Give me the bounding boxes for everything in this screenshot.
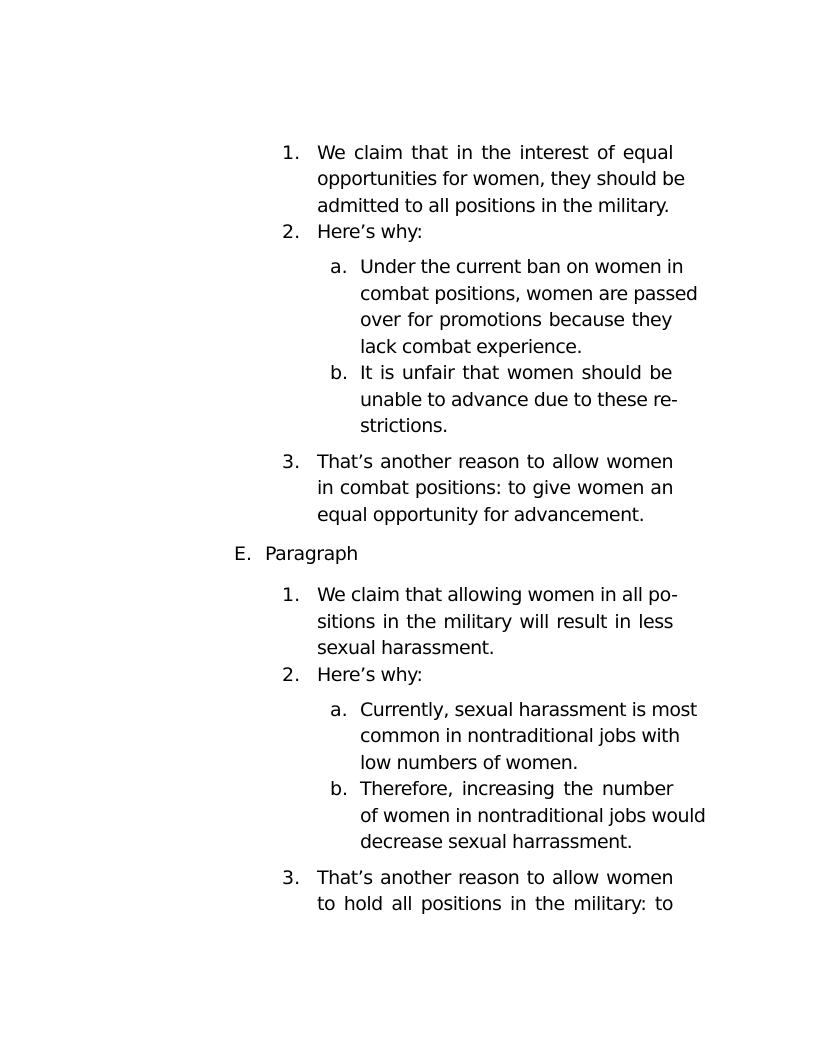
sublist-label: b. [330, 362, 349, 384]
list-label: 3. [282, 867, 301, 889]
sublist-item-line: common in nontraditional jobs with [360, 725, 680, 747]
list-label: 2. [282, 664, 301, 686]
list-label: 1. [282, 584, 301, 606]
section-label: E. [234, 543, 253, 565]
list-label: 2. [282, 221, 301, 243]
sublist-item-line: lack combat experience. [360, 336, 583, 358]
list-item-line: sexual harassment. [317, 637, 495, 659]
list-item-line: We claim that in the interest of equal [317, 142, 673, 164]
sublist-item-line: Therefore, increasing the number [360, 778, 673, 800]
list-item-line: That’s another reason to allow women [317, 867, 673, 889]
sublist-item-line: combat positions, women are passed [360, 283, 698, 305]
list-item-line: in combat positions: to give women an [317, 477, 673, 499]
sublist-item-line: low numbers of women. [360, 752, 578, 774]
list-label: 3. [282, 451, 301, 473]
list-item-line: sitions in the military will result in less [317, 611, 673, 633]
sublist-item-line: Under the current ban on women in [360, 256, 684, 278]
list-item-line: We claim that allowing women in all po- [317, 584, 678, 606]
list-item-line: That’s another reason to allow women [317, 451, 673, 473]
list-item-line: equal opportunity for advancement. [317, 504, 645, 526]
sublist-item-line: strictions. [360, 415, 448, 437]
sublist-label: b. [330, 778, 349, 800]
list-item-line: opportunities for women, they should be [317, 168, 685, 190]
list-label: 1. [282, 142, 301, 164]
sublist-item-line: decrease sexual harrassment. [360, 831, 633, 853]
sublist-item-line: unable to advance due to these re- [360, 389, 678, 411]
list-item-line: Here’s why: [317, 221, 423, 243]
sublist-item-line: It is unfair that women should be [360, 362, 672, 384]
sublist-label: a. [330, 256, 348, 278]
list-item-line: admitted to all positions in the military. [317, 195, 670, 217]
section-title: Paragraph [265, 543, 358, 565]
sublist-label: a. [330, 699, 348, 721]
list-item-line: Here’s why: [317, 664, 423, 686]
sublist-item-line: over for promotions because they [360, 309, 672, 331]
sublist-item-line: Currently, sexual harassment is most [360, 699, 697, 721]
list-item-line: to hold all positions in the military: to [317, 893, 673, 915]
sublist-item-line: of women in nontraditional jobs would [360, 805, 706, 827]
